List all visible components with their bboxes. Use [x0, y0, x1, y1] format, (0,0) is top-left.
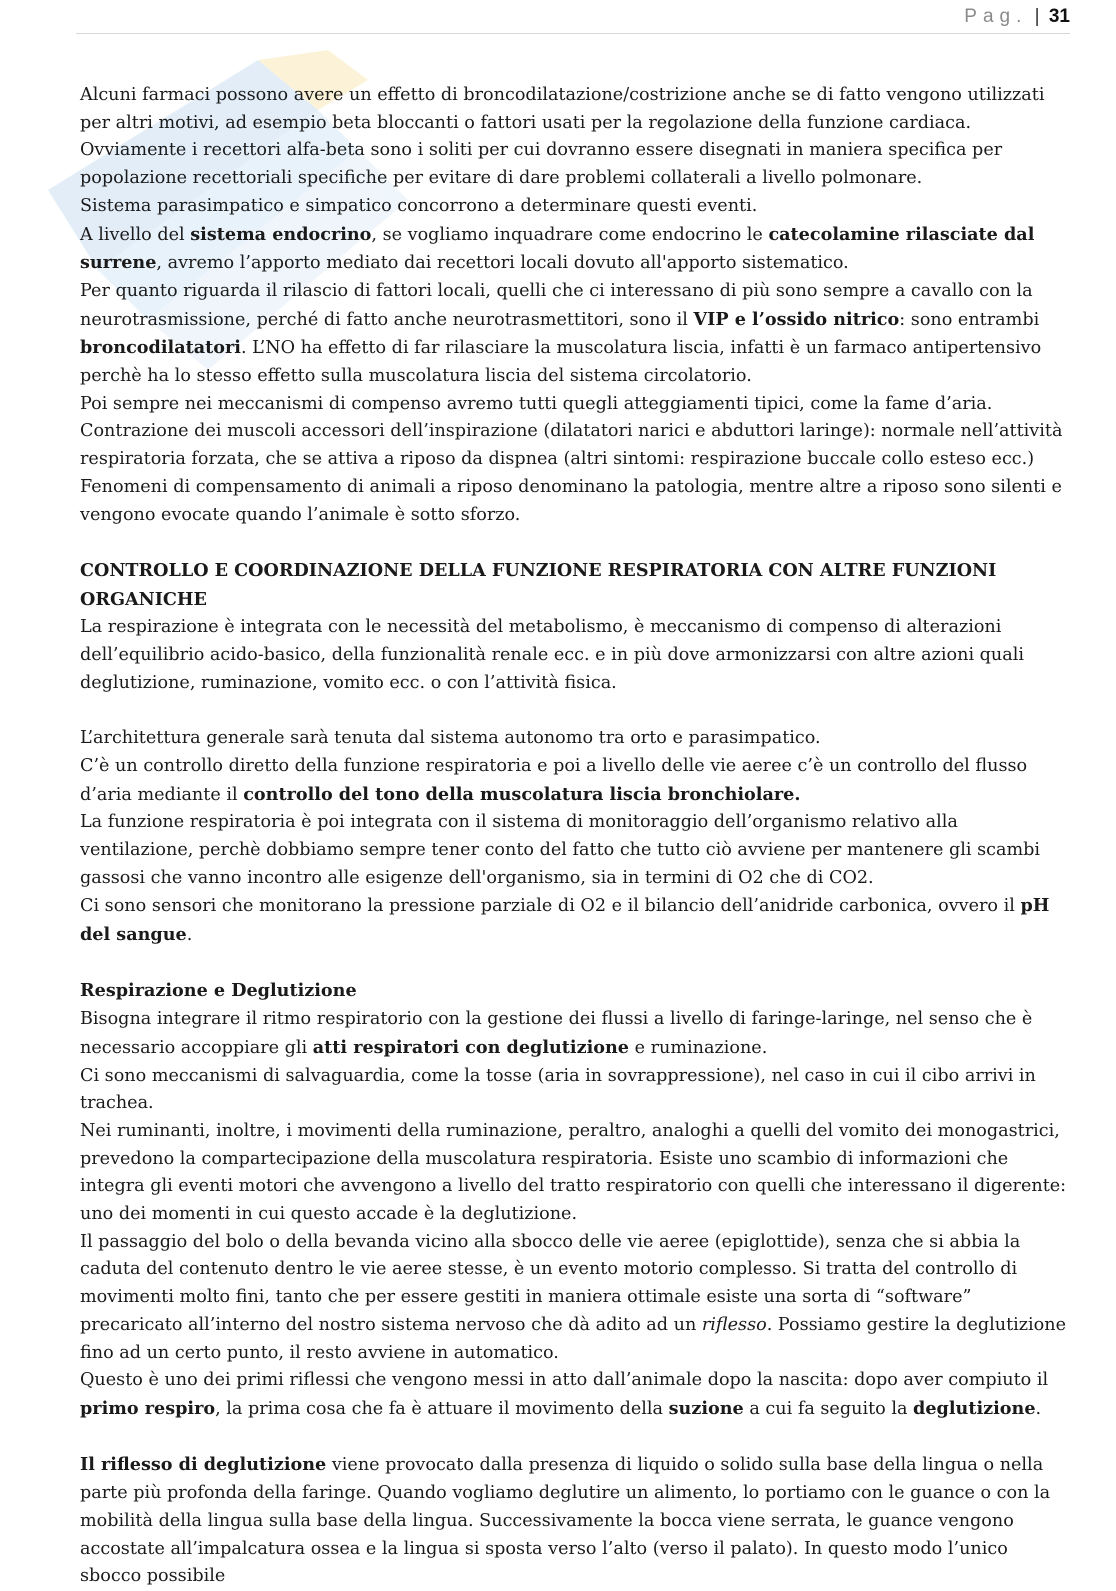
paragraph: [80, 1118, 1070, 1229]
text-run: Il passaggio del bolo o della bevanda vicino alla sbocco delle vie aeree (epiglottide), senza che si abbia la caduta del contenuto dentro le vie aeree stesse, è un evento motorio complesso. Si tratta del controllo di movimenti molto fini, tanto che per essere gestiti in maniera ottimale esiste una sorta di “software” precaricato all’interno del nostro sistema nervoso che dà adito ad un: [80, 1231, 1021, 1335]
bold-text: broncodilatatori: [80, 337, 241, 359]
paragraph: [80, 1451, 1070, 1591]
text-run: , la prima cosa che fa è attuare il movimento della: [215, 1399, 669, 1419]
text-run: L’architettura generale sarà tenuta dal sistema autonomo tra orto e parasimpatico.: [80, 728, 821, 749]
paragraph: [80, 1006, 1070, 1062]
text-run: A livello del: [80, 224, 191, 245]
paragraph: [80, 809, 1070, 892]
paragraph: [80, 614, 1070, 697]
page-label: Pag.: [964, 6, 1028, 27]
text-run: C’è un controllo diretto della funzione respiratoria e poi a livello delle vie aeree c’è un controllo del flusso d’aria mediante il: [80, 755, 1028, 805]
paragraph: [80, 474, 1070, 529]
bold-text: CONTROLLO E COORDINAZIONE DELLA FUNZIONE RESPIRATORIA CON ALTRE FUNZIONI ORGANICHE: [80, 559, 997, 610]
paragraph: [80, 1229, 1070, 1368]
paragraph: [80, 278, 1070, 391]
paragraph-spacer: [80, 529, 1070, 557]
paragraph: [80, 557, 1070, 614]
paragraph: [80, 391, 1070, 419]
text-run: La funzione respiratoria è poi integrata con il sistema di monitoraggio dell’organismo relativo alla ventilazione, perchè dobbiamo sempre tener conto del fatto che tutto ciò avviene per mantenere gli scambi gassosi che vanno incontro alle esigenze dell'organismo, sia in termini di O2 che di CO2.: [80, 812, 1041, 888]
text-run: .: [1035, 1399, 1042, 1419]
paragraph: [80, 418, 1070, 473]
document-body: [80, 82, 1070, 1591]
paragraph: [80, 1367, 1070, 1423]
text-run: . L’NO ha effetto di far rilasciare la muscolatura liscia, infatti è un farmaco antipertensivo perchè ha lo stesso effetto sulla muscolatura liscia del sistema circolatorio.: [80, 338, 1042, 387]
bold-text: controllo del tono della muscolatura liscia bronchiolare.: [243, 783, 801, 805]
paragraph: [80, 753, 1070, 809]
text-run: , avremo l’apporto mediato dai recettori locali dovuto all'apporto sistematico.: [156, 253, 849, 274]
text-run: e ruminazione.: [629, 1037, 768, 1058]
text-run: Questo è uno dei primi riflessi che vengono messi in atto dall’animale dopo la nascita: dopo aver compiuto il: [80, 1370, 1049, 1391]
text-run: : sono entrambi: [899, 309, 1040, 330]
bold-text: pH del sangue: [80, 895, 1050, 946]
bold-text: VIP e l’ossido nitrico: [693, 308, 900, 330]
bold-text: Respirazione e Deglutizione: [80, 980, 357, 1002]
text-run: Sistema parasimpatico e simpatico concorrono a determinare questi eventi.: [80, 195, 758, 216]
paragraph-spacer: [80, 1424, 1070, 1452]
italic-text: riflesso: [701, 1314, 767, 1335]
text-run: Alcuni farmaci possono avere un effetto di broncodilatazione/costrizione anche se di fatto vengono utilizzati per altri motivi, ad esempio beta bloccanti o fattori usati per la regolazione della funzione cardiaca. Ovviamente i recettori alfa-beta sono i soliti per cui dovranno essere disegnati in maniera specifica per popolazione recettoriali specifiche per evitare di dare problemi collaterali a livello polmonare.: [80, 85, 1045, 189]
text-run: .: [186, 925, 193, 946]
bold-text: catecolamine rilasciate dal surrene: [80, 223, 1035, 274]
paragraph: [80, 725, 1070, 753]
bold-text: atti respiratori con deglutizione: [312, 1036, 630, 1058]
header-rule: [76, 33, 1070, 34]
text-run: a cui fa seguito la: [743, 1399, 914, 1419]
page-number: 31: [1048, 6, 1070, 27]
paragraph: [80, 82, 1070, 193]
paragraph: [80, 1063, 1070, 1118]
text-run: Fenomeni di compensamento di animali a riposo denominano la patologia, mentre altre a riposo sono silenti e vengono evocate quando l’animale è sotto sforzo.: [80, 476, 1062, 525]
text-run: , se vogliamo inquadrare come endocrino le: [371, 224, 769, 245]
text-run: La respirazione è integrata con le necessità del metabolismo, è meccanismo di compenso di alterazioni dell’equilibrio acido-basico, della funzionalità renale ecc. e in più dove armonizzarsi con altre azioni quali deglutizione, ruminazione, vomito ecc. o con l’attività fisica.: [80, 617, 1024, 693]
paragraph: [80, 221, 1070, 278]
paragraph: [80, 977, 1070, 1006]
text-run: Contrazione dei muscoli accessori dell’inspirazione (dilatatori narici e abduttori laringe): normale nell’attività respiratoria forzata, che se attiva a riposo da dispnea (altri sintomi: respirazione buccale collo esteso ecc.): [80, 421, 1063, 470]
text-run: viene provocato dalla presenza di liquido o solido sulla base della lingua o nella parte più profonda della faringe. Quando vogliamo deglutire un alimento, lo portiamo con le guance o con la mobilità della lingua sulla base della lingua. Successivamente la bocca viene serrata, le guance vengono accostate all’impalcatura ossea e la lingua si sposta verso l’alto (verso il palato). In questo modo l’unico sbocco possibile: [80, 1455, 1051, 1587]
paragraph: [80, 892, 1070, 949]
text-run: Bisogna integrare il ritmo respiratorio con la gestione dei flussi a livello di faringe-laringe, nel senso che è necessario accoppiare gli: [80, 1009, 1033, 1058]
text-run: Ci sono sensori che monitorano la pressione parziale di O2 e il bilancio dell’anidride carbonica, ovvero il: [80, 896, 1021, 917]
text-run: Per quanto riguarda il rilascio di fattori locali, quelli che ci interessano di più sono sempre a cavallo con la neurotrasmissione, perché di fatto anche neurotrasmettitori, sono il: [80, 280, 1033, 330]
page-header: [964, 6, 1070, 28]
paragraph-spacer: [80, 950, 1070, 978]
header-separator: |: [1034, 6, 1040, 27]
paragraph: [80, 193, 1070, 221]
text-run: Poi sempre nei meccanismi di compenso avremo tutti quegli atteggiamenti tipici, come la fame d’aria.: [80, 393, 993, 414]
text-run: Ci sono meccanismi di salvaguardia, come la tosse (aria in sovrappressione), nel caso in cui il cibo arrivi in trachea.: [80, 1065, 1036, 1114]
bold-text: deglutizione: [913, 1398, 1036, 1419]
bold-text: sistema endocrino: [190, 223, 372, 245]
text-run: . Possiamo gestire la deglutizione fino ad un certo punto, il resto avviene in automatico.: [80, 1314, 1067, 1363]
text-run: Nei ruminanti, inoltre, i movimenti della ruminazione, peraltro, analoghi a quelli del vomito dei monogastrici, prevedono la compartecipazione della muscolatura respiratoria. Esiste uno scambio di informazioni che integra gli eventi motori che avvengono a livello del tratto respiratorio con quelli che interessano il digerente: uno dei momenti in cui questo accade è la deglutizione.: [80, 1120, 1067, 1225]
paragraph-spacer: [80, 697, 1070, 725]
bold-text: Il riflesso di deglutizione: [80, 1454, 327, 1476]
bold-text: suzione: [668, 1398, 744, 1419]
bold-text: primo respiro: [80, 1398, 216, 1419]
